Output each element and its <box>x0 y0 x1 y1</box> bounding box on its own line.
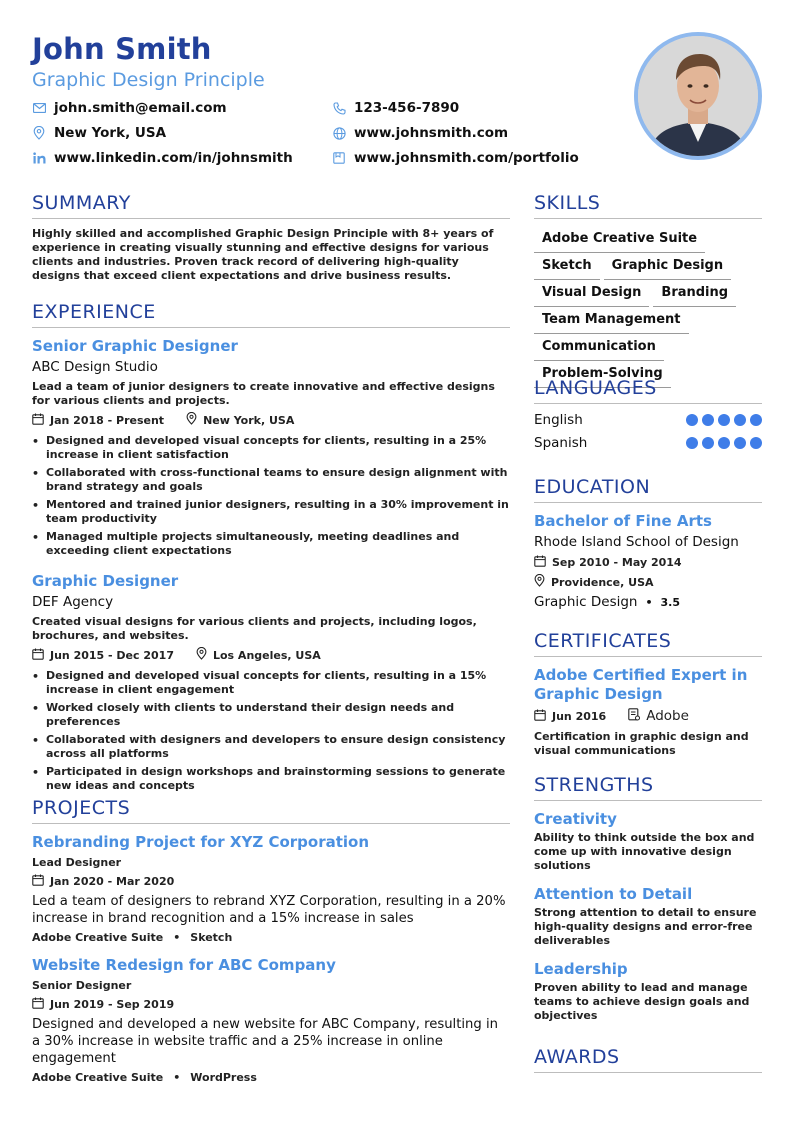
section-title: CERTIFICATES <box>534 630 762 657</box>
skills-section <box>534 192 762 388</box>
job-title: Graphic Designer <box>32 572 179 590</box>
contact-website[interactable] <box>332 125 508 141</box>
profile-photo <box>634 32 762 160</box>
skill-tag: Problem-Solving <box>534 363 671 388</box>
skill-tag: Adobe Creative Suite <box>534 228 705 253</box>
level-dot <box>718 437 730 449</box>
company-name: ABC Design Studio <box>32 359 158 375</box>
job-title: Senior Graphic Designer <box>32 337 238 355</box>
language-name: English <box>534 412 583 428</box>
bullet-item: • Mentored and trained junior designers, resulting in a 30% improvement in team productivity <box>32 498 510 526</box>
linkedin-icon <box>32 151 46 165</box>
calendar-icon <box>534 555 546 570</box>
skill-tag: Branding <box>653 282 736 307</box>
certificate-issuer: Adobe <box>646 708 689 724</box>
section-title: LANGUAGES <box>534 377 762 404</box>
separator-dot: • <box>173 931 181 944</box>
project-tools <box>32 1071 510 1084</box>
job-meta <box>32 412 510 428</box>
job-description: Created visual designs for various clients and projects, including logos, brochures, and websites. <box>32 615 477 642</box>
location-text: New York, USA <box>54 125 167 141</box>
strength-title: Leadership <box>534 960 628 978</box>
job-entry <box>32 337 510 558</box>
location-pin-icon <box>196 647 207 663</box>
strength-title: Attention to Detail <box>534 885 693 903</box>
language-row <box>534 412 762 428</box>
strength-item <box>534 885 762 948</box>
phone-text: 123-456-7890 <box>354 100 460 116</box>
section-title: SUMMARY <box>32 192 510 219</box>
strength-text: Ability to think outside the box and come up with innovative design solutions <box>534 831 755 872</box>
tool-label: Sketch <box>190 931 233 944</box>
bullet-item: • Managed multiple projects simultaneously, meeting deadlines and exceeding client expectations <box>32 530 510 558</box>
education-location-row <box>534 574 762 590</box>
linkedin-text: www.linkedin.com/in/johnsmith <box>54 150 293 166</box>
project-description: Led a team of designers to rebrand XYZ Corporation, resulting in a 20% increase in brand recognition and a 15% increase in sales <box>32 894 506 926</box>
job-entry <box>32 572 510 793</box>
email-icon <box>32 101 46 115</box>
job-dates: Jun 2015 - Dec 2017 <box>50 648 174 662</box>
education-gpa: 3.5 <box>660 595 681 609</box>
education-location: Providence, USA <box>551 575 654 589</box>
language-level-dots <box>686 437 762 449</box>
project-tools <box>32 931 510 944</box>
candidate-role: Graphic Design Principle <box>32 69 265 91</box>
level-dot <box>750 414 762 426</box>
tool-label: Adobe Creative Suite <box>32 931 164 944</box>
section-title: SKILLS <box>534 192 762 219</box>
awards-section <box>534 1046 762 1073</box>
job-bullets <box>32 669 510 793</box>
project-title: Website Redesign for ABC Company <box>32 956 336 974</box>
education-section <box>534 476 762 610</box>
project-dates: Jan 2020 - Mar 2020 <box>50 875 175 888</box>
section-title: EDUCATION <box>534 476 762 503</box>
portfolio-text: www.johnsmith.com/portfolio <box>354 150 579 166</box>
bullet-item: • Designed and developed visual concepts for clients, resulting in a 15% increase in client engagement <box>32 669 510 697</box>
section-title: EXPERIENCE <box>32 301 510 328</box>
level-dot <box>686 414 698 426</box>
job-location: New York, USA <box>203 413 295 427</box>
education-field-row <box>534 594 762 610</box>
contact-linkedin[interactable] <box>32 150 293 166</box>
email-text: john.smith@email.com <box>54 100 227 116</box>
level-dot <box>734 437 746 449</box>
skills-tags <box>534 226 762 388</box>
language-name: Spanish <box>534 435 588 451</box>
section-title: PROJECTS <box>32 797 510 824</box>
project-description: Designed and developed a new website for ABC Company, resulting in a 30% increase in website traffic and a 25% increase in online engagement <box>32 1017 498 1066</box>
website-text: www.johnsmith.com <box>354 125 509 141</box>
strengths-section <box>534 774 762 1023</box>
bullet-item: • Worked closely with clients to understand their design needs and preferences <box>32 701 510 729</box>
bullet-item: • Collaborated with designers and developers to ensure design consistency across all platforms <box>32 733 510 761</box>
level-dot <box>702 414 714 426</box>
contact-email[interactable] <box>32 100 227 116</box>
certificates-section <box>534 630 762 758</box>
skill-tag: Communication <box>534 336 664 361</box>
level-dot <box>686 437 698 449</box>
portfolio-icon <box>332 151 346 165</box>
bullet-item: • Designed and developed visual concepts for clients, resulting in a 25% increase in client satisfaction <box>32 434 510 462</box>
strength-text: Proven ability to lead and manage teams to achieve design goals and objectives <box>534 981 750 1022</box>
level-dot <box>750 437 762 449</box>
bullet-item: • Collaborated with cross-functional teams to ensure design alignment with brand strategy and goals <box>32 466 510 494</box>
language-level-dots <box>686 414 762 426</box>
certificate-meta <box>534 708 762 724</box>
experience-section <box>32 301 510 797</box>
globe-icon <box>332 126 346 140</box>
education-field: Graphic Design <box>534 594 638 610</box>
phone-icon <box>332 101 346 115</box>
job-location: Los Angeles, USA <box>212 648 321 662</box>
education-dates: Sep 2010 - May 2014 <box>552 556 682 569</box>
strength-item <box>534 960 762 1023</box>
job-description: Lead a team of junior designers to create innovative and effective designs for various clients and projects. <box>32 380 495 407</box>
calendar-icon <box>32 874 44 889</box>
skill-tag: Graphic Design <box>604 255 731 280</box>
level-dot <box>718 414 730 426</box>
project-role: Lead Designer <box>32 856 122 869</box>
strength-title: Creativity <box>534 810 617 828</box>
tool-label: Adobe Creative Suite <box>32 1071 164 1084</box>
language-row <box>534 435 762 451</box>
calendar-icon <box>32 413 44 428</box>
level-dot <box>734 414 746 426</box>
skill-tag: Team Management <box>534 309 689 334</box>
skill-tag: Visual Design <box>534 282 649 307</box>
separator-dot: • <box>173 1071 181 1084</box>
certificate-name: Adobe Certified Expert in Graphic Design <box>534 666 748 703</box>
languages-section <box>534 377 762 451</box>
tool-label: WordPress <box>190 1071 257 1084</box>
section-title: AWARDS <box>534 1046 762 1073</box>
level-dot <box>702 437 714 449</box>
education-dates-row <box>534 555 762 570</box>
certificate-date: Jun 2016 <box>552 709 607 723</box>
calendar-icon <box>32 648 44 663</box>
summary-section <box>32 192 510 283</box>
certificate-icon <box>628 708 640 724</box>
projects-section <box>32 797 510 1084</box>
project-entry <box>32 956 510 1084</box>
school-name: Rhode Island School of Design <box>534 534 739 550</box>
company-name: DEF Agency <box>32 594 114 610</box>
contact-phone[interactable] <box>332 100 459 116</box>
project-title: Rebranding Project for XYZ Corporation <box>32 833 370 851</box>
job-meta <box>32 647 510 663</box>
job-dates: Jan 2018 - Present <box>50 413 165 427</box>
job-bullets <box>32 434 510 558</box>
calendar-icon <box>534 709 546 724</box>
strength-item <box>534 810 762 873</box>
degree-title: Bachelor of Fine Arts <box>534 512 712 530</box>
bullet-item: • Participated in design workshops and brainstorming sessions to generate new ideas and concepts <box>32 765 510 793</box>
project-dates: Jun 2019 - Sep 2019 <box>50 998 175 1011</box>
certificate-description: Certification in graphic design and visual communications <box>534 730 749 757</box>
contact-location <box>32 125 166 141</box>
candidate-name: John Smith <box>32 32 212 66</box>
calendar-icon <box>32 997 44 1012</box>
contact-portfolio[interactable] <box>332 150 579 166</box>
summary-text: Highly skilled and accomplished Graphic Design Principle with 8+ years of experience in creating visually stunning and effective designs for various clients and industries. Proven track record of delivering high-quality designs that exceed client expectations and drive business results. <box>32 227 494 282</box>
project-role: Senior Designer <box>32 979 132 992</box>
project-meta <box>32 874 510 889</box>
section-title: STRENGTHS <box>534 774 762 801</box>
location-pin-icon <box>186 412 197 428</box>
location-pin-icon <box>534 574 545 590</box>
project-entry <box>32 833 510 944</box>
project-meta <box>32 997 510 1012</box>
strength-text: Strong attention to detail to ensure high-quality designs and error-free deliverables <box>534 906 757 947</box>
location-pin-icon <box>32 126 46 140</box>
separator-dot: • <box>645 595 653 609</box>
skill-tag: Sketch <box>534 255 600 280</box>
